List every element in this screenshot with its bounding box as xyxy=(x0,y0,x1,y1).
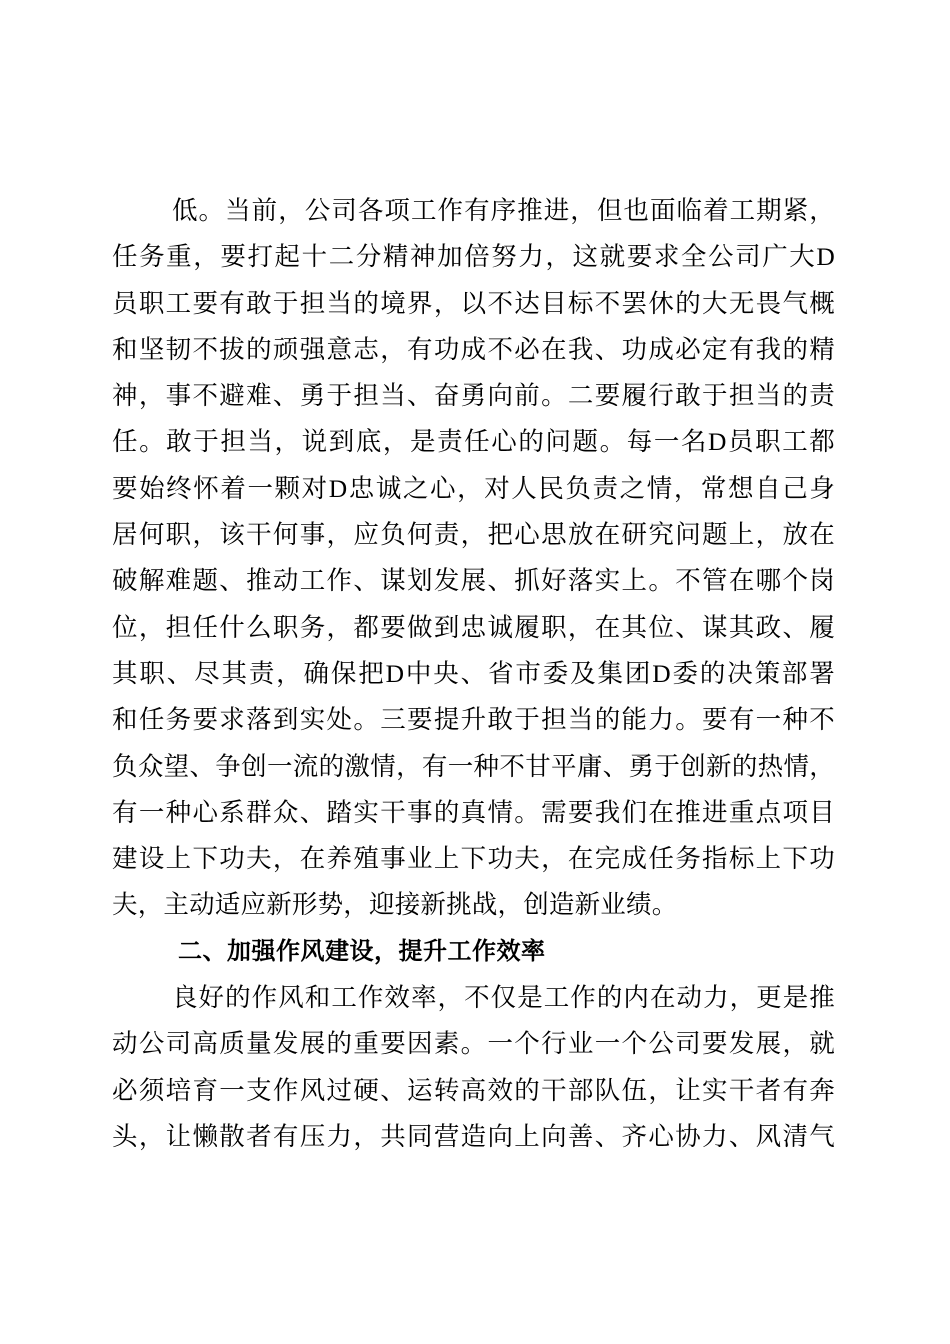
text-line: 和任务要求落到实处。三要提升敢于担当的能力。要有一种不 xyxy=(112,705,835,735)
text-line: 破解难题、推动工作、谋划发展、抓好落实上。不管在哪个岗 xyxy=(112,566,835,596)
text-line: 负众望、争创一流的激情，有一种不甘平庸、勇于创新的热情， xyxy=(112,751,835,781)
text-line: 建设上下功夫，在养殖事业上下功夫，在完成任务指标上下功 xyxy=(112,844,835,874)
text-line: 任务重，要打起十二分精神加倍努力，这就要求全公司广大D xyxy=(112,242,835,272)
text-line: 位，担任什么职务，都要做到忠诚履职，在其位、谋其政、履 xyxy=(112,612,835,642)
text-line: 夫，主动适应新形势，迎接新挑战，创造新业绩。 xyxy=(112,890,678,920)
text-line: 神，事不避难、勇于担当、奋勇向前。二要履行敢于担当的责 xyxy=(112,381,835,411)
text-line: 其职、尽其责，确保把D中央、省市委及集团D委的决策部署 xyxy=(112,658,835,688)
text-line: 居何职，该干何事，应负何责，把心思放在研究问题上，放在 xyxy=(112,520,835,550)
text-line: 员职工要有敢于担当的境界，以不达目标不罢休的大无畏气概 xyxy=(112,288,835,318)
text-line: 和坚韧不拔的顽强意志，有功成不必在我、功成必定有我的精 xyxy=(112,334,835,364)
text-line: 任。敢于担当，说到底，是责任心的问题。每一名D员职工都 xyxy=(112,427,835,457)
heading-section-two: 二、加强作风建设，提升工作效率 xyxy=(178,937,546,965)
text-line: 良好的作风和工作效率，不仅是工作的内在动力，更是推 xyxy=(172,983,835,1013)
text-line: 有一种心系群众、踏实干事的真情。需要我们在推进重点项目 xyxy=(112,797,835,827)
text-line: 必须培育一支作风过硬、运转高效的干部队伍，让实干者有奔 xyxy=(112,1075,835,1105)
text-line: 头，让懒散者有压力，共同营造向上向善、齐心协力、风清气 xyxy=(112,1121,835,1151)
text-line: 要始终怀着一颗对D忠诚之心，对人民负责之情，常想自己身 xyxy=(112,473,835,503)
document-text xyxy=(112,188,835,1160)
text-line: 低。当前，公司各项工作有序推进，但也面临着工期紧， xyxy=(172,196,835,225)
text-line: 动公司高质量发展的重要因素。一个行业一个公司要发展，就 xyxy=(112,1029,835,1059)
